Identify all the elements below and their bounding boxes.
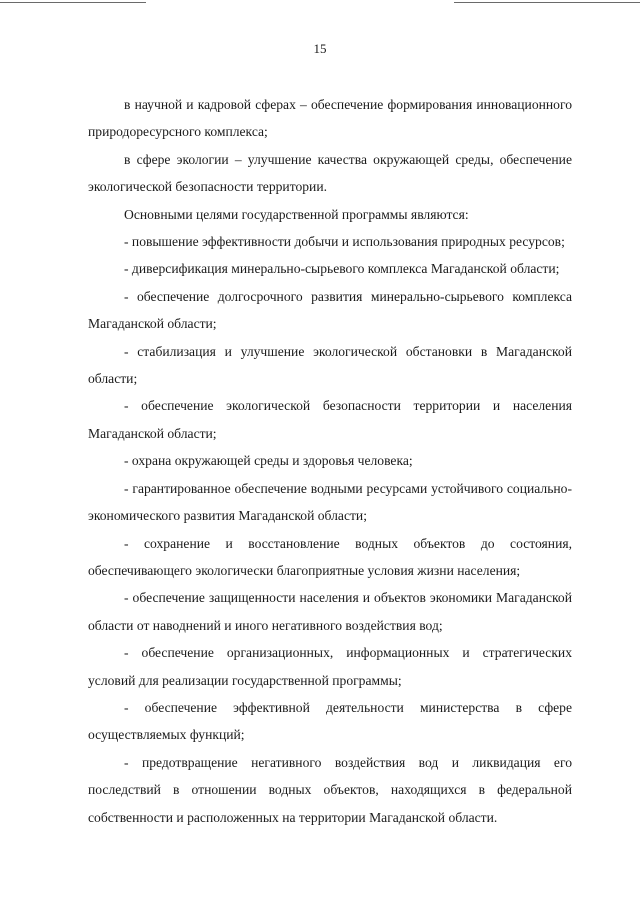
document-body — [88, 91, 572, 831]
paragraph: Основными целями государственной программы являются: — [124, 206, 469, 222]
list-item: - гарантированное обеспечение водными ресурсами устойчивого социально-экономического развития Магаданской области; — [88, 480, 572, 524]
list-item: - охрана окружающей среды и здоровья человека; — [124, 453, 413, 469]
list-item: - диверсификация минерально-сырьевого комплекса Магаданской области; — [124, 261, 560, 277]
page-number: 15 — [313, 41, 327, 56]
list-item: - обеспечение защищенности населения и объектов экономики Магаданской области от наводнений и иного негативного воздействия вод; — [88, 590, 572, 633]
paragraph: в сфере экологии – улучшение качества окружающей среды, обеспечение экологической безопасности территории. — [88, 151, 572, 195]
scan-edge-line-right — [454, 2, 640, 3]
paragraph: в научной и кадровой сферах – обеспечение формирования инновационного природоресурсного комплекса; — [88, 97, 572, 140]
list-item: - повышение эффективности добычи и использования природных ресурсов; — [124, 234, 565, 250]
list-item: - обеспечение организационных, информационных и стратегических условий для реализации государственной программы; — [88, 645, 572, 688]
list-item: - стабилизация и улучшение экологической обстановки в Магаданской области; — [88, 343, 572, 387]
list-item: - предотвращение негативного воздействия вод и ликвидация его последствий в отношении водных объектов, находящихся в федеральной собственности и расположенных на территории Магаданской области. — [88, 754, 572, 825]
list-item: - сохранение и восстановление водных объектов до состояния, обеспечивающего экологически благоприятные условия жизни населения; — [88, 535, 572, 578]
list-item: - обеспечение эффективной деятельности министерства в сфере осуществляемых функций; — [88, 699, 572, 743]
list-item: - обеспечение экологической безопасности территории и населения Магаданской области; — [88, 398, 572, 441]
list-item: - обеспечение долгосрочного развития минерально-сырьевого комплекса Магаданской области; — [88, 288, 572, 332]
scan-edge-line-left — [0, 2, 146, 3]
